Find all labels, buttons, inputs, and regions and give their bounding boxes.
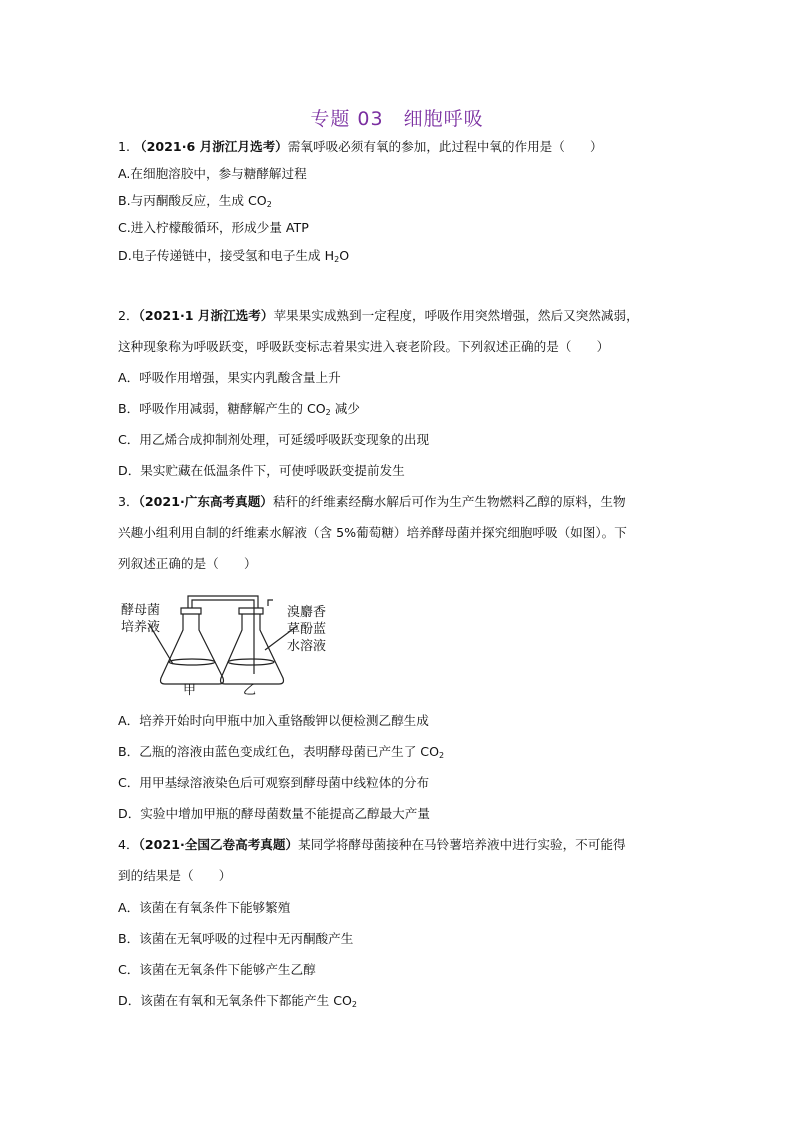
label-yeast-culture <box>121 602 160 636</box>
question-number: 2． <box>118 308 139 323</box>
option-text: D．该菌在有氧和无氧条件下都能产生 CO <box>118 993 352 1008</box>
question-source: （2021·全国乙卷高考真题） <box>138 837 299 852</box>
question-text: 秸秆的纤维素经酶水解后可作为生产生物燃料乙醇的原料，生物 <box>272 494 626 509</box>
question-2-option-a <box>118 370 341 386</box>
question-1-option-c <box>118 220 309 236</box>
question-1-option-b <box>118 193 272 213</box>
label-line: 水溶液 <box>287 639 327 654</box>
option-text: C．该菌在无氧条件下能够产生乙醇 <box>118 962 316 977</box>
option-text-tail: O <box>339 248 350 263</box>
stopper-right <box>239 608 263 614</box>
option-text: B.与丙酮酸反应，生成 CO <box>118 193 267 208</box>
question-1-option-d <box>118 248 349 268</box>
question-source: （2021·广东高考真题） <box>138 494 273 509</box>
flask-yi <box>221 614 284 684</box>
option-text: A.在细胞溶胶中，参与糖酵解过程 <box>118 166 307 181</box>
option-text: B．乙瓶的溶液由蓝色变成红色，表明酵母菌已产生了 CO <box>118 744 440 759</box>
label-flask-jia: 甲 <box>183 683 197 698</box>
option-text: A．呼吸作用增强，果实内乳酸含量上升 <box>118 370 341 385</box>
option-text: C．用甲基绿溶液染色后可观察到酵母菌中线粒体的分布 <box>118 775 430 790</box>
vent-pipe <box>268 600 273 606</box>
question-text: 需氧呼吸必须有氧的参加，此过程中氧的作用是（ ） <box>287 139 603 154</box>
option-text: C.进入柠檬酸循环，形成少量 ATP <box>118 220 309 235</box>
subscript: 2 <box>325 408 331 417</box>
option-text: D．果实贮藏在低温条件下，可使呼吸跃变提前发生 <box>118 463 405 478</box>
question-text: 这种现象称为呼吸跃变，呼吸跃变标志着果实进入衰老阶段。下列叙述正确的是（ ） <box>118 339 610 354</box>
label-line: 溴麝香 <box>287 605 327 620</box>
subscript: 2 <box>334 255 340 264</box>
question-text: 列叙述正确的是（ ） <box>118 556 257 571</box>
question-2-option-c <box>118 432 429 448</box>
liquid-yi <box>228 659 274 665</box>
question-number: 4． <box>118 837 139 852</box>
option-text: D．实验中增加甲瓶的酵母菌数量不能提高乙醇最大产量 <box>118 806 430 821</box>
question-4-stem-line2 <box>118 868 231 884</box>
question-2-stem-line2 <box>118 339 609 355</box>
stopper-left <box>181 608 201 614</box>
label-indicator-solution <box>287 604 326 655</box>
question-source: （2021·1 月浙江选考） <box>138 308 274 323</box>
question-source: （2021·6 月浙江月选考） <box>134 139 288 154</box>
question-3-stem-line2 <box>118 525 627 541</box>
question-3-stem <box>118 494 626 510</box>
label-line: 酵母菌 <box>121 603 161 618</box>
question-4-option-a <box>118 900 290 916</box>
label-line: 草酚蓝 <box>287 622 327 637</box>
question-2-option-b <box>118 401 360 421</box>
subscript: 2 <box>351 1000 358 1009</box>
question-3-option-a <box>118 713 429 729</box>
option-text-tail: 减少 <box>330 401 360 416</box>
subscript: 2 <box>439 751 445 760</box>
question-1-stem <box>118 139 603 155</box>
connecting-tube <box>188 596 258 608</box>
question-2-option-d <box>118 463 405 479</box>
question-1-option-a <box>118 166 307 182</box>
option-text: D.电子传递链中，接受氢和电子生成 H <box>118 248 335 263</box>
option-text: A．培养开始时向甲瓶中加入重铬酸钾以便检测乙醇生成 <box>118 713 429 728</box>
question-3-stem-line3 <box>118 556 257 572</box>
question-4-stem <box>118 837 626 853</box>
question-4-option-c <box>118 962 316 978</box>
question-4-option-b <box>118 931 353 947</box>
flask-jia <box>161 614 224 684</box>
question-number: 3． <box>118 494 139 509</box>
question-text: 兴趣小组利用自制的纤维素水解液（含 5%葡萄糖）培养酵母菌并探究细胞呼吸（如图）。下 <box>118 525 627 540</box>
question-3-option-c <box>118 775 429 791</box>
question-2-stem <box>118 308 639 324</box>
subscript: 2 <box>266 200 272 209</box>
option-text: B．该菌在无氧呼吸的过程中无丙酮酸产生 <box>118 931 354 946</box>
question-3-option-b <box>118 744 444 764</box>
question-text: 到的结果是（ ） <box>118 868 232 883</box>
flask-apparatus-figure <box>115 590 345 702</box>
liquid-jia <box>169 659 215 665</box>
label-flask-yi: 乙 <box>243 683 257 698</box>
question-3-option-d <box>118 806 430 822</box>
question-text: 某同学将酵母菌接种在马铃薯培养液中进行实验，不可能得 <box>298 837 626 852</box>
option-text: A．该菌在有氧条件下能够繁殖 <box>118 900 291 915</box>
question-text: 苹果果实成熟到一定程度，呼吸作用突然增强，然后又突然减弱， <box>273 308 639 323</box>
question-number: 1. <box>118 139 131 154</box>
page-title: 专题 03 细胞呼吸 <box>310 108 484 130</box>
option-text: B．呼吸作用减弱，糖酵解产生的 CO <box>118 401 326 416</box>
option-text: C．用乙烯合成抑制剂处理，可延缓呼吸跃变现象的出现 <box>118 432 430 447</box>
label-line: 培养液 <box>121 620 161 635</box>
question-4-option-d <box>118 993 357 1013</box>
